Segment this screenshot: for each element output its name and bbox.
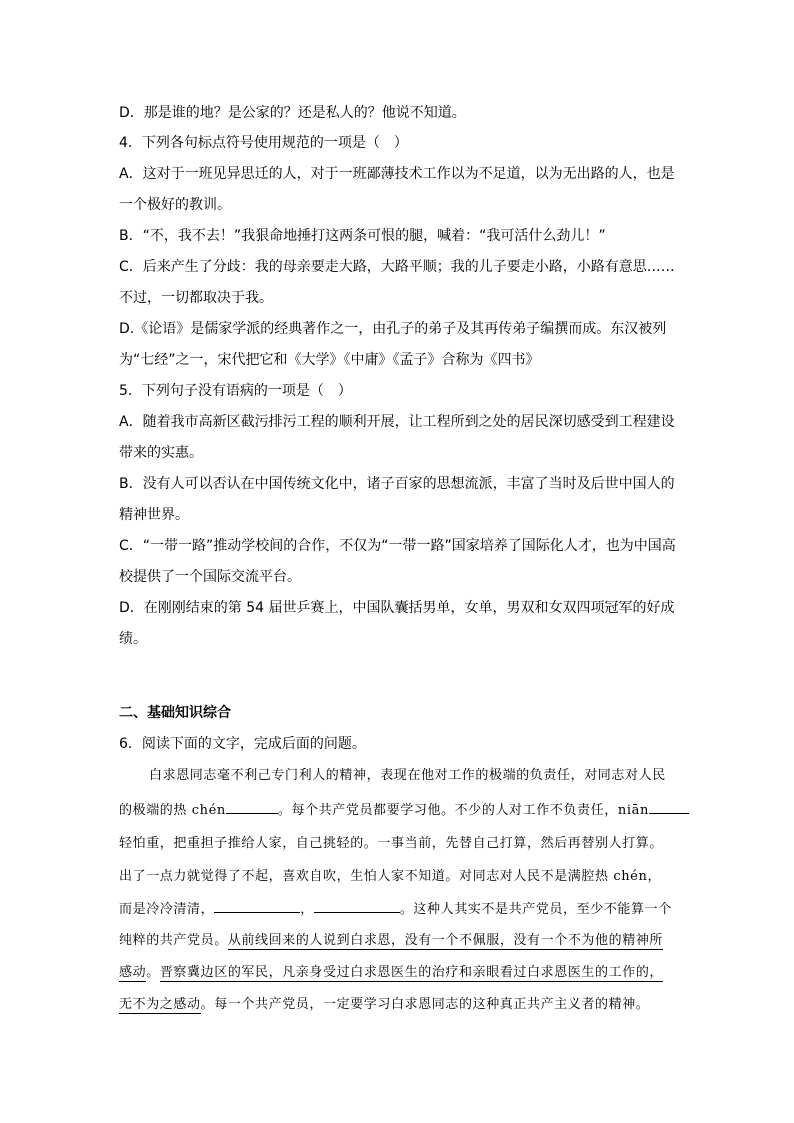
passage-line <box>119 995 649 1015</box>
passage-text: 的极端的热 chén <box>119 803 226 818</box>
passage-line <box>119 963 663 983</box>
q6-stem: 6．阅读下面的文字，完成后面的问题。 <box>119 736 366 752</box>
passage-text: 。 <box>146 965 160 980</box>
fill-blank[interactable] <box>649 800 689 814</box>
q3-option-d: D．那是谁的地？是公家的？还是私人的？他说不知道。 <box>119 105 466 121</box>
q4-option-c-line1: C．后来产生了分歧：我的母亲要走大路，大路平顺；我的儿子要走小路，小路有意思…… <box>119 259 675 275</box>
underlined-sentence: 感动 <box>119 965 147 980</box>
fill-blank[interactable] <box>314 899 400 913</box>
underlined-sentence: 无不为之感动 <box>119 997 201 1012</box>
q4-option-d-line1: D.《论语》是儒家学派的经典著作之一，由孔子的弟子及其再传弟子编撰而成。东汉被列 <box>119 321 667 337</box>
q4-stem: 4．下列各句标点符号使用规范的一项是（ ） <box>119 135 408 151</box>
passage-text: 。这种人其实不是共产党员，至少不能算一个 <box>399 902 672 917</box>
passage-line: 白求恩同志毫不利己专门利人的精神，表现在他对工作的极端的负责任，对同志对人民 <box>149 768 666 783</box>
fill-blank[interactable] <box>214 899 300 913</box>
q5-option-c-line2: 校提供了一个国际交流平台。 <box>119 569 301 585</box>
passage-line: 出了一点力就觉得了不起，喜欢自吹，生怕人家不知道。对同志对人民不是满腔热 chén， <box>119 869 662 884</box>
q4-option-a-line1: A．这对于一班见异思迁的人，对于一班鄙薄技术工作以为不足道，以为无出路的人，也是 <box>119 166 675 182</box>
underlined-sentence: 从前线回来的人说到白求恩，没有一个不佩服，没有一个不为他的精神所 <box>227 933 664 948</box>
passage-line: 轻怕重，把重担子推给人家，自己挑轻的。一事当前，先替自己打算，然后再替别人打算。 <box>119 836 664 851</box>
q4-option-c-line2: 不过，一切都取决于我。 <box>119 290 273 306</box>
q5-option-a-line1: A．随着我市高新区截污排污工程的顺利开展，让工程所到之处的居民深切感受到工程建设 <box>119 414 675 430</box>
passage-text: ， <box>300 902 314 917</box>
q5-option-d-line1: D．在刚刚结束的第 54 届世乒赛上，中国队囊括男单，女单，男双和女双四项冠军的好成 <box>119 600 675 616</box>
q5-option-d-line2: 绩。 <box>119 631 147 647</box>
passage-text: 。每个共产党员都要学习他。不少的人对工作不负责任，niān <box>277 803 649 818</box>
underlined-sentence: 晋察冀边区的军民，凡亲身受过白求恩医生的治疗和亲眼看过白求恩医生的工作的， <box>159 965 664 980</box>
q5-option-b-line1: B．没有人可以否认在中国传统文化中，诸子百家的思想流派，丰富了当时及后世中国人的 <box>119 476 675 492</box>
section-heading: 二、基础知识综合 <box>119 705 231 721</box>
passage-text: 。每一个共产党员，一定要学习白求恩同志的这种真正共产主义者的精神。 <box>200 997 650 1012</box>
passage-text: 而是冷冷清清， <box>119 902 215 917</box>
passage-line <box>119 800 689 821</box>
fill-blank[interactable] <box>226 800 278 814</box>
passage-text: 纯粹的共产党员。 <box>119 933 228 948</box>
q5-option-c-line1: C．“一带一路”推动学校间的合作，不仅为“一带一路”国家培养了国际化人才，也为中国高 <box>119 538 676 554</box>
q4-option-a-line2: 一个极好的教训。 <box>119 197 231 213</box>
q4-option-d-line2: 为“七经”之一，宋代把它和《大学》《中庸》《孟子》合称为《四书》 <box>119 352 540 368</box>
q5-option-a-line2: 带来的实惠。 <box>119 445 203 461</box>
passage-line <box>119 899 672 920</box>
q5-option-b-line2: 精神世界。 <box>119 507 189 523</box>
passage-line <box>119 931 663 951</box>
q5-stem: 5．下列句子没有语病的一项是（ ） <box>119 383 352 399</box>
q4-option-b: B．“不，我不去！”我狠命地捶打这两条可恨的腿，喊着：“我可活什么劲儿！” <box>119 228 606 244</box>
